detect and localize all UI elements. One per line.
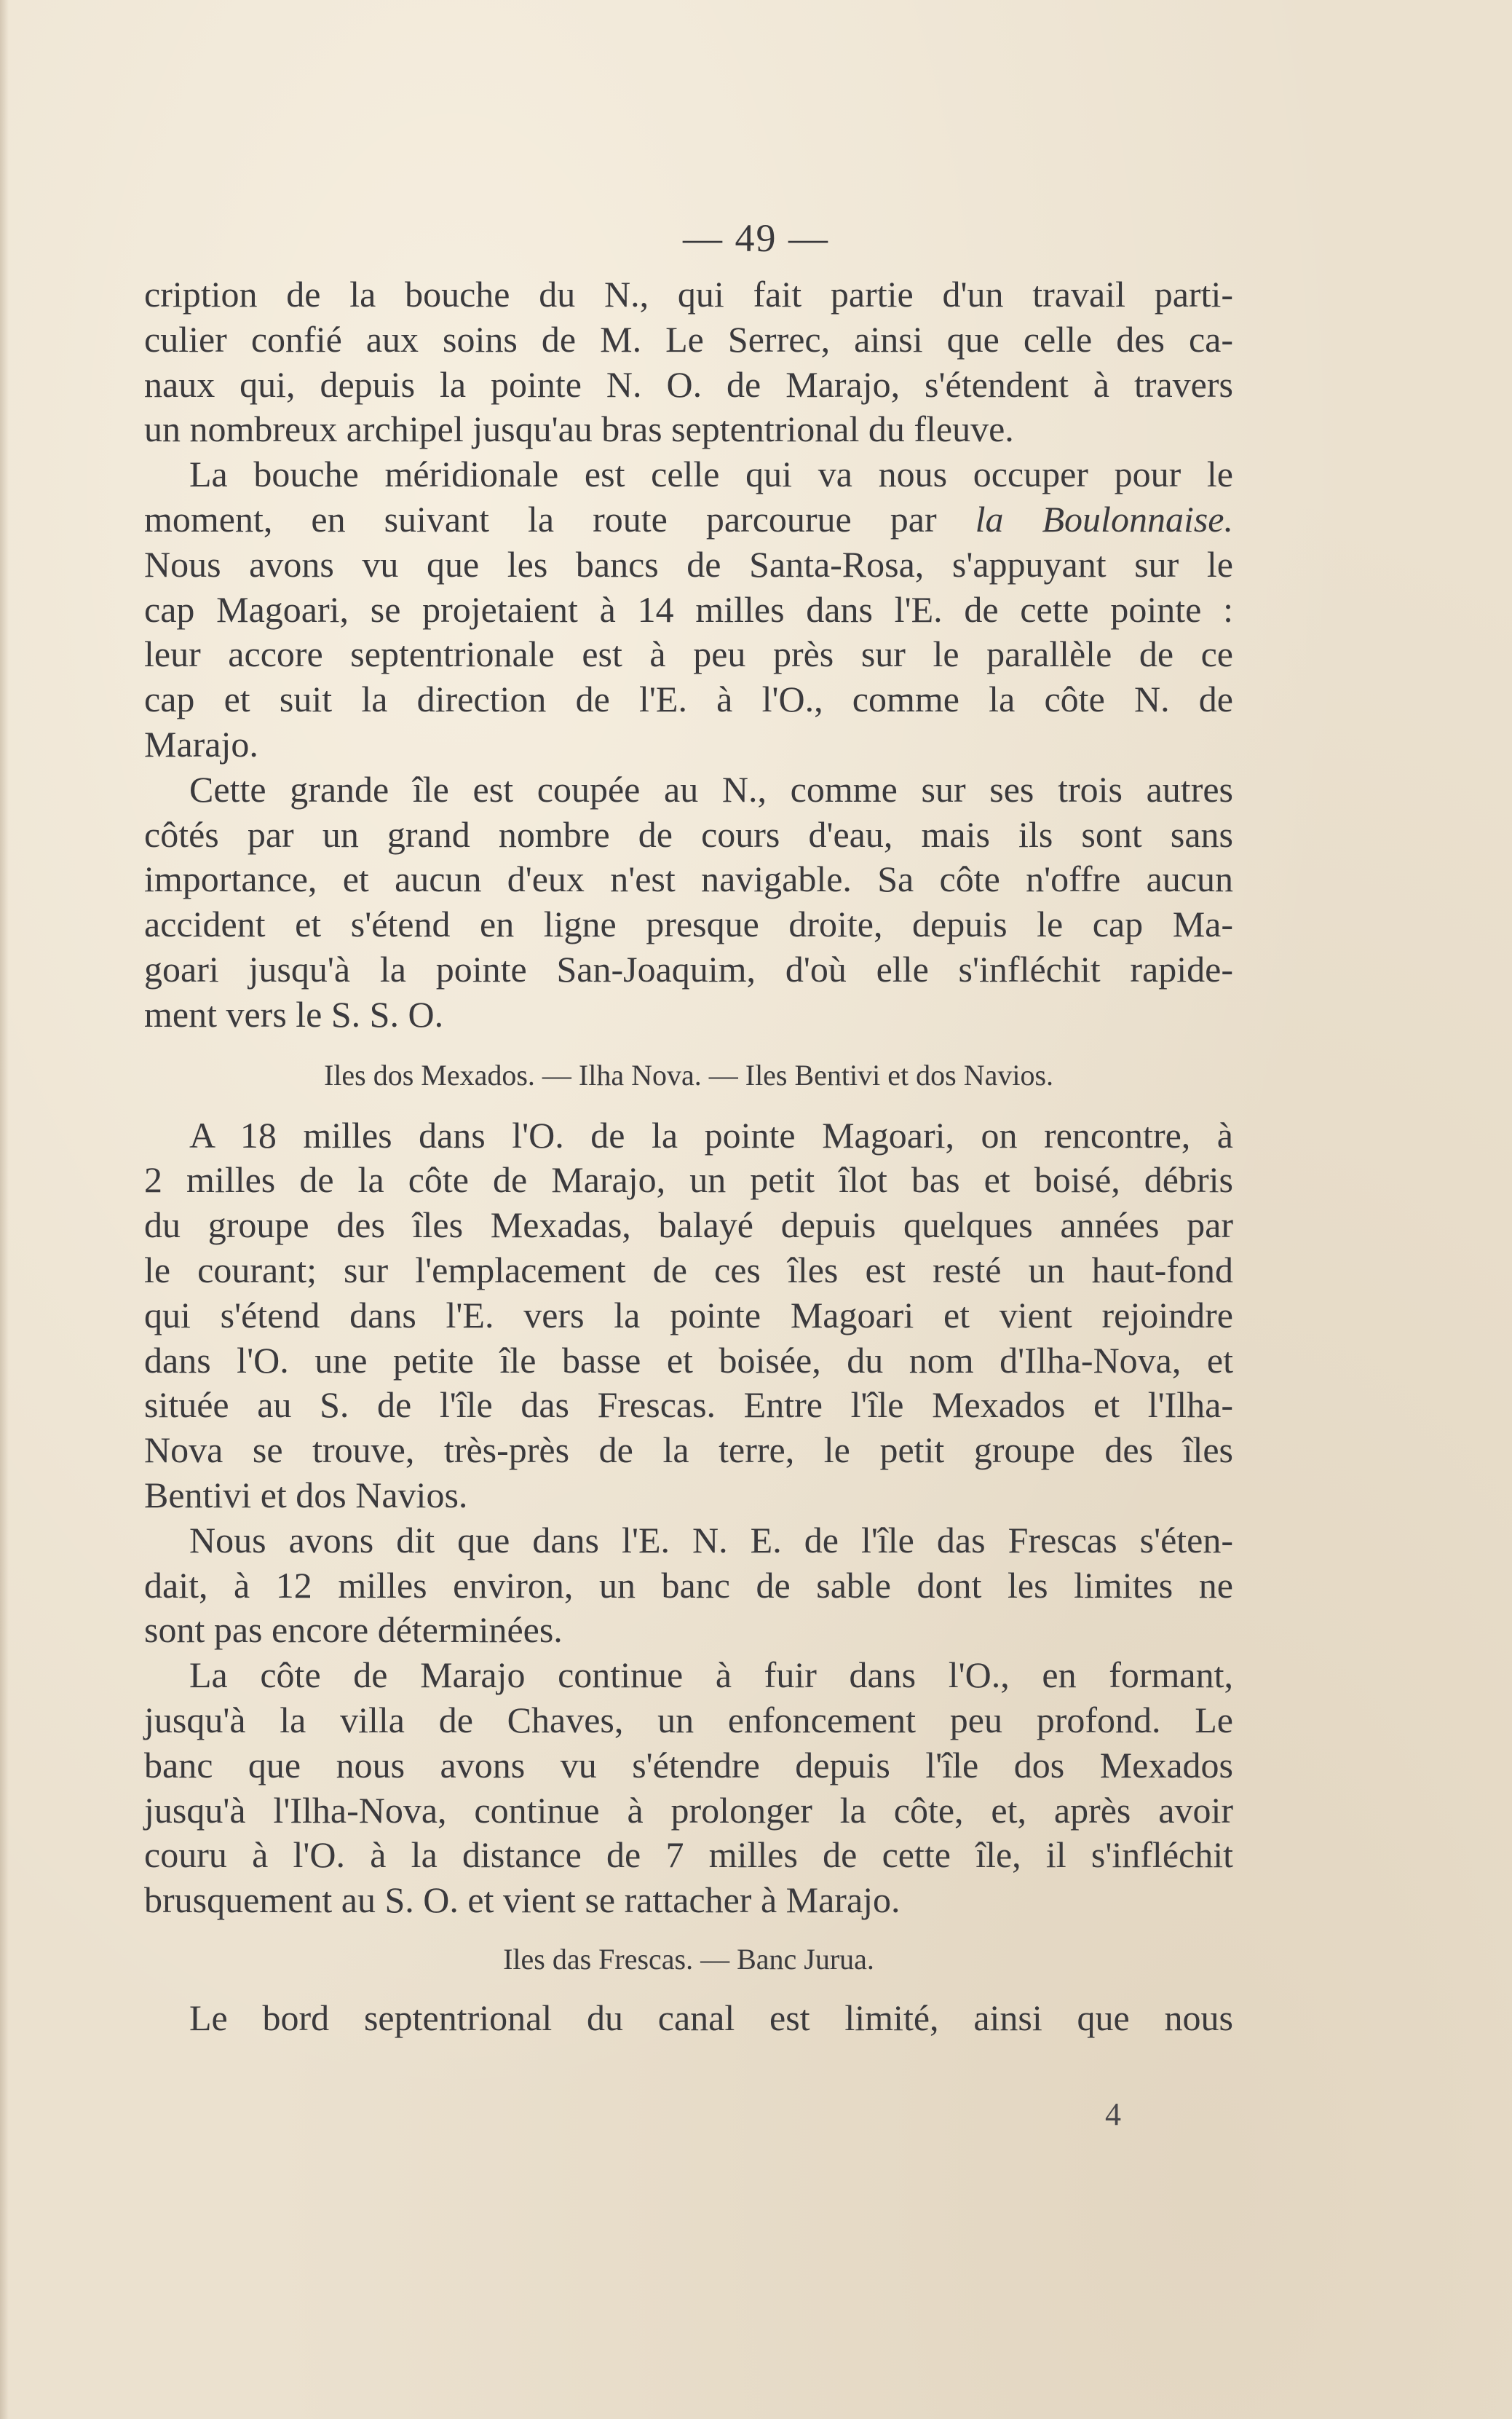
text-line: brusquement au S. O. et vient se rattacher à Marajo. bbox=[144, 1879, 901, 1921]
text-line: du groupe des îles Mexadas, balayé depuis quelques années par bbox=[144, 1204, 1233, 1246]
text-line: 2 milles de la côte de Marajo, un petit îlot bas et boisé, débris bbox=[144, 1159, 1233, 1201]
text-line: cap Magoari, se projetaient à 14 milles dans l'E. de cette pointe : bbox=[144, 588, 1233, 630]
ship-name-italic: la Boulonnaise. bbox=[975, 498, 1233, 540]
text-line: située au S. de l'île das Frescas. Entre l'île Mexados et l'Ilha- bbox=[144, 1384, 1233, 1426]
text-line: couru à l'O. à la distance de 7 milles de cette île, il s'infléchit bbox=[144, 1834, 1233, 1876]
text-line: dait, à 12 milles environ, un banc de sable dont les limites ne bbox=[144, 1564, 1233, 1606]
text-line: qui s'étend dans l'E. vers la pointe Magoari et vient rejoindre bbox=[144, 1294, 1233, 1335]
section-heading: Iles dos Mexados. — Ilha Nova. — Iles Bentivi et dos Navios. bbox=[323, 1058, 1054, 1092]
text-line: ment vers le S. S. O. bbox=[144, 993, 444, 1035]
text-line: côtés par un grand nombre de cours d'eau, mais ils sont sans bbox=[144, 813, 1233, 855]
text-line: un nombreux archipel jusqu'au bras septentrional du fleuve. bbox=[144, 409, 1014, 450]
text-line: cap et suit la direction de l'E. à l'O., comme la côte N. de bbox=[144, 679, 1233, 720]
text-line: accident et s'étend en ligne presque droite, depuis le cap Ma- bbox=[144, 904, 1233, 945]
text-line: jusqu'à l'Ilha-Nova, continue à prolonger la côte, et, après avoir bbox=[144, 1789, 1233, 1831]
text-line: Nous avons dit que dans l'E. N. E. de l'île das Frescas s'éten- bbox=[189, 1519, 1233, 1560]
text-line: Le bord septentrional du canal est limité, ainsi que nous bbox=[189, 1997, 1233, 2038]
page-fold-shadow bbox=[0, 0, 9, 2419]
body-text bbox=[144, 272, 1233, 2041]
text-line: banc que nous avons vu s'étendre depuis l'île dos Mexados bbox=[144, 1744, 1233, 1785]
text-line: jusqu'à la villa de Chaves, un enfoncement peu profond. Le bbox=[144, 1699, 1233, 1740]
text-line: le courant; sur l'emplacement de ces îles est resté un haut-fond bbox=[144, 1249, 1233, 1290]
text-line: Bentivi et dos Navios. bbox=[144, 1474, 468, 1515]
section-heading: Iles das Frescas. — Banc Jurua. bbox=[503, 1942, 874, 1976]
text-line: leur accore septentrionale est à peu près sur le parallèle de ce bbox=[144, 634, 1233, 675]
signature-mark: 4 bbox=[1105, 2096, 1121, 2132]
text-line: sont pas encore déterminées. bbox=[144, 1609, 563, 1651]
text-line: importance, et aucun d'eux n'est navigable. Sa côte n'offre aucun bbox=[144, 859, 1233, 900]
text-line: Cette grande île est coupée au N., comme sur ses trois autres bbox=[189, 768, 1233, 810]
text-line: Nous avons vu que les bancs de Santa-Rosa, s'appuyant sur le bbox=[144, 543, 1233, 585]
text-line: Marajo. bbox=[144, 723, 258, 765]
text-line-with-italic bbox=[144, 497, 1233, 542]
text-line: La bouche méridionale est celle qui va nous occuper pour le bbox=[189, 454, 1233, 495]
page-number: — 49 — bbox=[683, 216, 829, 260]
text-line: Nova se trouve, très-près de la terre, le petit groupe des îles bbox=[144, 1429, 1233, 1471]
text-run: moment, en suivant la route parcourue par bbox=[144, 498, 975, 540]
text-line: naux qui, depuis la pointe N. O. de Marajo, s'étendent à travers bbox=[144, 363, 1233, 405]
text-line: cription de la bouche du N., qui fait partie d'un travail parti- bbox=[144, 274, 1233, 315]
text-line: dans l'O. une petite île basse et boisée, du nom d'Ilha-Nova, et bbox=[144, 1339, 1233, 1381]
text-line: La côte de Marajo continue à fuir dans l'O., en formant, bbox=[189, 1654, 1233, 1696]
text-line: culier confié aux soins de M. Le Serrec, ainsi que celle des ca- bbox=[144, 318, 1233, 360]
text-line: A 18 milles dans l'O. de la pointe Magoari, on rencontre, à bbox=[189, 1114, 1233, 1156]
text-line: goari jusqu'à la pointe San-Joaquim, d'où elle s'infléchit rapide- bbox=[144, 948, 1233, 990]
